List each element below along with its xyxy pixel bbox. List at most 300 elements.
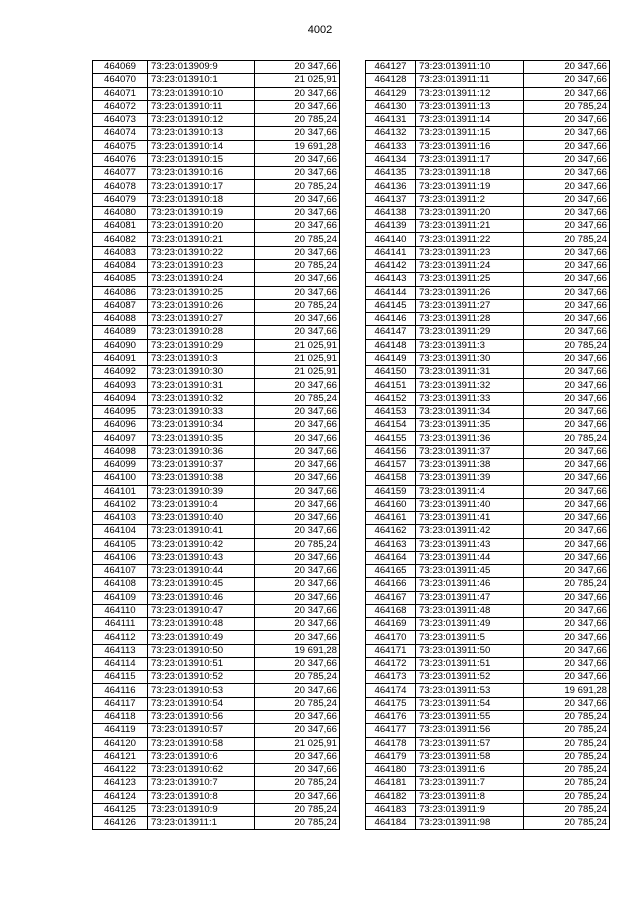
table-row [366, 206, 610, 219]
amount-cell: 20 347,66 [255, 246, 340, 259]
cadastral-number-cell: 73:23:013911:57 [416, 737, 524, 750]
record-number-cell: 464168 [366, 604, 416, 617]
amount-cell: 20 785,24 [524, 817, 610, 830]
cadastral-number-cell: 73:23:013910:7 [148, 777, 255, 790]
cadastral-number-cell: 73:23:013911:19 [416, 180, 524, 193]
amount-cell: 20 347,66 [524, 392, 610, 405]
record-number-cell: 464084 [93, 259, 148, 272]
cadastral-number-cell: 73:23:013911:39 [416, 472, 524, 485]
table-row [366, 697, 610, 710]
cadastral-number-cell: 73:23:013909:9 [148, 61, 255, 74]
table-row [366, 87, 610, 100]
cadastral-number-cell: 73:23:013910:53 [148, 684, 255, 697]
cadastral-number-cell: 73:23:013910:29 [148, 339, 255, 352]
cadastral-number-cell: 73:23:013910:23 [148, 259, 255, 272]
table-row [366, 764, 610, 777]
record-number-cell: 464126 [93, 817, 148, 830]
record-number-cell: 464107 [93, 565, 148, 578]
amount-cell: 20 347,66 [255, 127, 340, 140]
cadastral-number-cell: 73:23:013911:7 [416, 777, 524, 790]
table-row [366, 233, 610, 246]
table-row [93, 379, 340, 392]
table-row [366, 366, 610, 379]
record-number-cell: 464122 [93, 764, 148, 777]
cadastral-number-cell: 73:23:013910:54 [148, 697, 255, 710]
table-row [93, 220, 340, 233]
record-number-cell: 464144 [366, 286, 416, 299]
record-number-cell: 464069 [93, 61, 148, 74]
table-row [93, 206, 340, 219]
record-number-cell: 464078 [93, 180, 148, 193]
record-number-cell: 464124 [93, 790, 148, 803]
cadastral-number-cell: 73:23:013910:36 [148, 445, 255, 458]
table-row [93, 352, 340, 365]
amount-cell: 20 785,24 [255, 697, 340, 710]
record-number-cell: 464135 [366, 167, 416, 180]
record-number-cell: 464120 [93, 737, 148, 750]
record-number-cell: 464127 [366, 61, 416, 74]
record-number-cell: 464153 [366, 405, 416, 418]
table-row [93, 538, 340, 551]
amount-cell: 20 785,24 [255, 233, 340, 246]
record-number-cell: 464172 [366, 657, 416, 670]
amount-cell: 20 785,24 [524, 750, 610, 763]
table-row [93, 326, 340, 339]
record-number-cell: 464132 [366, 127, 416, 140]
record-number-cell: 464085 [93, 273, 148, 286]
table-row [93, 419, 340, 432]
record-number-cell: 464114 [93, 657, 148, 670]
record-number-cell: 464150 [366, 366, 416, 379]
table-row [93, 458, 340, 471]
amount-cell: 20 347,66 [524, 87, 610, 100]
amount-cell: 20 785,24 [524, 724, 610, 737]
amount-cell: 20 347,66 [524, 697, 610, 710]
amount-cell: 20 347,66 [524, 313, 610, 326]
page-number: 4002 [307, 24, 333, 36]
cadastral-number-cell: 73:23:013910:3 [148, 352, 255, 365]
amount-cell: 20 347,66 [524, 153, 610, 166]
cadastral-number-cell: 73:23:013911:36 [416, 432, 524, 445]
amount-cell: 20 347,66 [524, 180, 610, 193]
record-number-cell: 464182 [366, 790, 416, 803]
amount-cell: 21 025,91 [255, 352, 340, 365]
table-row [93, 657, 340, 670]
record-number-cell: 464081 [93, 220, 148, 233]
cadastral-number-cell: 73:23:013911:4 [416, 485, 524, 498]
cadastral-number-cell: 73:23:013911:30 [416, 352, 524, 365]
amount-cell: 20 347,66 [255, 790, 340, 803]
table-row [93, 193, 340, 206]
record-number-cell: 464123 [93, 777, 148, 790]
record-number-cell: 464077 [93, 167, 148, 180]
table-row [366, 392, 610, 405]
record-number-cell: 464140 [366, 233, 416, 246]
cadastral-number-cell: 73:23:013911:38 [416, 458, 524, 471]
cadastral-number-cell: 73:23:013911:53 [416, 684, 524, 697]
table-row [93, 604, 340, 617]
cadastral-number-cell: 73:23:013911:42 [416, 525, 524, 538]
amount-cell: 20 347,66 [524, 498, 610, 511]
amount-cell: 20 785,24 [255, 180, 340, 193]
record-number-cell: 464160 [366, 498, 416, 511]
table-row [366, 140, 610, 153]
table-row [366, 273, 610, 286]
cadastral-number-cell: 73:23:013910:32 [148, 392, 255, 405]
record-number-cell: 464142 [366, 259, 416, 272]
cadastral-number-cell: 73:23:013910:56 [148, 711, 255, 724]
table-row [93, 578, 340, 591]
table-row [93, 551, 340, 564]
cadastral-number-cell: 73:23:013911:2 [416, 193, 524, 206]
table-row [366, 127, 610, 140]
record-number-cell: 464174 [366, 684, 416, 697]
cadastral-number-cell: 73:23:013910:49 [148, 631, 255, 644]
table-row [366, 458, 610, 471]
amount-cell: 20 347,66 [255, 578, 340, 591]
table-row [366, 220, 610, 233]
cadastral-number-cell: 73:23:013911:31 [416, 366, 524, 379]
record-number-cell: 464112 [93, 631, 148, 644]
table-row [93, 445, 340, 458]
record-number-cell: 464125 [93, 803, 148, 816]
amount-cell: 20 347,66 [255, 565, 340, 578]
amount-cell: 20 347,66 [255, 445, 340, 458]
table-row [93, 180, 340, 193]
cadastral-number-cell: 73:23:013911:44 [416, 551, 524, 564]
cadastral-number-cell: 73:23:013910:6 [148, 750, 255, 763]
cadastral-number-cell: 73:23:013911:27 [416, 299, 524, 312]
cadastral-number-cell: 73:23:013910:47 [148, 604, 255, 617]
record-number-cell: 464184 [366, 817, 416, 830]
table-row [93, 684, 340, 697]
record-number-cell: 464146 [366, 313, 416, 326]
table-row [93, 246, 340, 259]
record-number-cell: 464088 [93, 313, 148, 326]
table-row [93, 233, 340, 246]
table-row [93, 114, 340, 127]
table-row [366, 711, 610, 724]
cadastral-number-cell: 73:23:013911:9 [416, 803, 524, 816]
table-row [93, 87, 340, 100]
amount-cell: 20 347,66 [524, 140, 610, 153]
table-row [366, 352, 610, 365]
cadastral-number-cell: 73:23:013911:56 [416, 724, 524, 737]
record-number-cell: 464086 [93, 286, 148, 299]
table-row [93, 366, 340, 379]
record-number-cell: 464181 [366, 777, 416, 790]
table-row [93, 618, 340, 631]
amount-cell: 20 347,66 [255, 87, 340, 100]
table-row [93, 432, 340, 445]
amount-cell: 20 347,66 [255, 193, 340, 206]
table-row [93, 498, 340, 511]
record-number-cell: 464105 [93, 538, 148, 551]
record-number-cell: 464173 [366, 671, 416, 684]
cadastral-number-cell: 73:23:013911:8 [416, 790, 524, 803]
cadastral-number-cell: 73:23:013910:12 [148, 114, 255, 127]
cadastral-number-cell: 73:23:013911:26 [416, 286, 524, 299]
table-row [366, 565, 610, 578]
table-row [93, 472, 340, 485]
cadastral-number-cell: 73:23:013911:16 [416, 140, 524, 153]
cadastral-number-cell: 73:23:013910:38 [148, 472, 255, 485]
table-row [366, 631, 610, 644]
cadastral-number-cell: 73:23:013910:16 [148, 167, 255, 180]
amount-cell: 19 691,28 [255, 140, 340, 153]
cadastral-number-cell: 73:23:013910:11 [148, 100, 255, 113]
record-number-cell: 464079 [93, 193, 148, 206]
table-row [366, 817, 610, 830]
cadastral-number-cell: 73:23:013911:49 [416, 618, 524, 631]
record-number-cell: 464151 [366, 379, 416, 392]
left-register-table [92, 60, 340, 830]
table-row [366, 790, 610, 803]
record-number-cell: 464115 [93, 671, 148, 684]
table-row [93, 512, 340, 525]
record-number-cell: 464100 [93, 472, 148, 485]
table-row [366, 61, 610, 74]
record-number-cell: 464138 [366, 206, 416, 219]
cadastral-number-cell: 73:23:013910:35 [148, 432, 255, 445]
cadastral-number-cell: 73:23:013911:22 [416, 233, 524, 246]
record-number-cell: 464175 [366, 697, 416, 710]
table-row [93, 61, 340, 74]
amount-cell: 20 785,24 [524, 737, 610, 750]
cadastral-number-cell: 73:23:013910:40 [148, 512, 255, 525]
record-number-cell: 464111 [93, 618, 148, 631]
table-row [93, 153, 340, 166]
amount-cell: 20 785,24 [255, 671, 340, 684]
amount-cell: 20 347,66 [524, 671, 610, 684]
cadastral-number-cell: 73:23:013910:58 [148, 737, 255, 750]
cadastral-number-cell: 73:23:013911:10 [416, 61, 524, 74]
cadastral-number-cell: 73:23:013911:11 [416, 74, 524, 87]
table-row [366, 777, 610, 790]
cadastral-number-cell: 73:23:013910:24 [148, 273, 255, 286]
table-row [366, 405, 610, 418]
amount-cell: 20 347,66 [524, 419, 610, 432]
record-number-cell: 464071 [93, 87, 148, 100]
table-row [366, 644, 610, 657]
cadastral-number-cell: 73:23:013910:50 [148, 644, 255, 657]
record-number-cell: 464103 [93, 512, 148, 525]
record-number-cell: 464166 [366, 578, 416, 591]
table-row [366, 525, 610, 538]
amount-cell: 21 025,91 [255, 366, 340, 379]
amount-cell: 20 347,66 [255, 153, 340, 166]
amount-cell: 20 785,24 [524, 764, 610, 777]
record-number-cell: 464137 [366, 193, 416, 206]
amount-cell: 20 347,66 [524, 206, 610, 219]
table-row [366, 379, 610, 392]
amount-cell: 20 347,66 [524, 127, 610, 140]
cadastral-number-cell: 73:23:013910:10 [148, 87, 255, 100]
amount-cell: 20 347,66 [255, 167, 340, 180]
amount-cell: 20 785,24 [524, 803, 610, 816]
table-row [366, 326, 610, 339]
record-number-cell: 464162 [366, 525, 416, 538]
amount-cell: 20 347,66 [255, 657, 340, 670]
amount-cell: 20 347,66 [524, 273, 610, 286]
record-number-cell: 464083 [93, 246, 148, 259]
cadastral-number-cell: 73:23:013910:48 [148, 618, 255, 631]
table-row [366, 657, 610, 670]
amount-cell: 20 347,66 [524, 61, 610, 74]
cadastral-number-cell: 73:23:013910:21 [148, 233, 255, 246]
record-number-cell: 464141 [366, 246, 416, 259]
table-row [93, 724, 340, 737]
amount-cell: 20 347,66 [255, 525, 340, 538]
table-row [93, 167, 340, 180]
amount-cell: 20 347,66 [524, 114, 610, 127]
cadastral-number-cell: 73:23:013910:19 [148, 206, 255, 219]
cadastral-number-cell: 73:23:013911:25 [416, 273, 524, 286]
cadastral-number-cell: 73:23:013910:43 [148, 551, 255, 564]
record-number-cell: 464179 [366, 750, 416, 763]
record-number-cell: 464158 [366, 472, 416, 485]
table-row [366, 313, 610, 326]
amount-cell: 21 025,91 [255, 74, 340, 87]
table-row [93, 565, 340, 578]
amount-cell: 20 785,24 [524, 790, 610, 803]
cadastral-number-cell: 73:23:013911:43 [416, 538, 524, 551]
record-number-cell: 464087 [93, 299, 148, 312]
record-number-cell: 464117 [93, 697, 148, 710]
cadastral-number-cell: 73:23:013911:18 [416, 167, 524, 180]
record-number-cell: 464171 [366, 644, 416, 657]
record-number-cell: 464139 [366, 220, 416, 233]
record-number-cell: 464076 [93, 153, 148, 166]
amount-cell: 20 347,66 [524, 299, 610, 312]
amount-cell: 20 347,66 [255, 458, 340, 471]
record-number-cell: 464155 [366, 432, 416, 445]
table-row [366, 259, 610, 272]
record-number-cell: 464131 [366, 114, 416, 127]
cadastral-number-cell: 73:23:013910:13 [148, 127, 255, 140]
amount-cell: 20 347,66 [524, 657, 610, 670]
table-row [93, 711, 340, 724]
record-number-cell: 464130 [366, 100, 416, 113]
record-number-cell: 464102 [93, 498, 148, 511]
table-row [366, 737, 610, 750]
amount-cell: 20 785,24 [255, 538, 340, 551]
amount-cell: 20 347,66 [524, 644, 610, 657]
record-number-cell: 464183 [366, 803, 416, 816]
record-number-cell: 464147 [366, 326, 416, 339]
table-row [366, 193, 610, 206]
table-row [93, 737, 340, 750]
cadastral-number-cell: 73:23:013911:58 [416, 750, 524, 763]
amount-cell: 20 347,66 [255, 206, 340, 219]
cadastral-number-cell: 73:23:013910:34 [148, 419, 255, 432]
amount-cell: 20 347,66 [524, 379, 610, 392]
table-row [366, 100, 610, 113]
amount-cell: 20 347,66 [524, 286, 610, 299]
table-row [93, 671, 340, 684]
record-number-cell: 464101 [93, 485, 148, 498]
amount-cell: 20 347,66 [255, 432, 340, 445]
amount-cell: 20 347,66 [524, 591, 610, 604]
table-row [93, 631, 340, 644]
table-row [93, 591, 340, 604]
table-row [93, 803, 340, 816]
amount-cell: 20 347,66 [255, 618, 340, 631]
cadastral-number-cell: 73:23:013911:48 [416, 604, 524, 617]
cadastral-number-cell: 73:23:013910:25 [148, 286, 255, 299]
record-number-cell: 464169 [366, 618, 416, 631]
amount-cell: 20 785,24 [524, 100, 610, 113]
record-number-cell: 464082 [93, 233, 148, 246]
cadastral-number-cell: 73:23:013911:6 [416, 764, 524, 777]
record-number-cell: 464133 [366, 140, 416, 153]
record-number-cell: 464136 [366, 180, 416, 193]
record-number-cell: 464096 [93, 419, 148, 432]
amount-cell: 20 347,66 [255, 631, 340, 644]
amount-cell: 20 347,66 [524, 538, 610, 551]
record-number-cell: 464072 [93, 100, 148, 113]
table-row [366, 114, 610, 127]
amount-cell: 20 785,24 [524, 339, 610, 352]
cadastral-number-cell: 73:23:013911:24 [416, 259, 524, 272]
table-row [366, 578, 610, 591]
amount-cell: 20 347,66 [255, 604, 340, 617]
cadastral-number-cell: 73:23:013910:44 [148, 565, 255, 578]
amount-cell: 20 347,66 [524, 445, 610, 458]
cadastral-number-cell: 73:23:013910:57 [148, 724, 255, 737]
record-number-cell: 464180 [366, 764, 416, 777]
cadastral-number-cell: 73:23:013910:27 [148, 313, 255, 326]
cadastral-number-cell: 73:23:013910:20 [148, 220, 255, 233]
table-row [366, 445, 610, 458]
record-number-cell: 464167 [366, 591, 416, 604]
record-number-cell: 464152 [366, 392, 416, 405]
record-number-cell: 464099 [93, 458, 148, 471]
record-number-cell: 464091 [93, 352, 148, 365]
amount-cell: 20 347,66 [524, 604, 610, 617]
table-row [93, 140, 340, 153]
table-row [366, 419, 610, 432]
record-number-cell: 464157 [366, 458, 416, 471]
cadastral-number-cell: 73:23:013910:42 [148, 538, 255, 551]
cadastral-number-cell: 73:23:013911:45 [416, 565, 524, 578]
amount-cell: 20 347,66 [255, 273, 340, 286]
cadastral-number-cell: 73:23:013911:13 [416, 100, 524, 113]
table-row [93, 764, 340, 777]
table-row [93, 697, 340, 710]
table-row [366, 432, 610, 445]
amount-cell: 20 347,66 [255, 750, 340, 763]
table-row [366, 339, 610, 352]
amount-cell: 20 347,66 [524, 565, 610, 578]
table-row [366, 604, 610, 617]
amount-cell: 20 347,66 [255, 591, 340, 604]
amount-cell: 19 691,28 [255, 644, 340, 657]
cadastral-number-cell: 73:23:013911:23 [416, 246, 524, 259]
amount-cell: 20 347,66 [524, 326, 610, 339]
table-row [366, 74, 610, 87]
table-row [366, 591, 610, 604]
record-number-cell: 464097 [93, 432, 148, 445]
amount-cell: 20 347,66 [255, 485, 340, 498]
record-number-cell: 464073 [93, 114, 148, 127]
record-number-cell: 464116 [93, 684, 148, 697]
amount-cell: 20 347,66 [255, 100, 340, 113]
cadastral-number-cell: 73:23:013911:17 [416, 153, 524, 166]
amount-cell: 20 785,24 [524, 432, 610, 445]
table-row [93, 644, 340, 657]
cadastral-number-cell: 73:23:013911:34 [416, 405, 524, 418]
